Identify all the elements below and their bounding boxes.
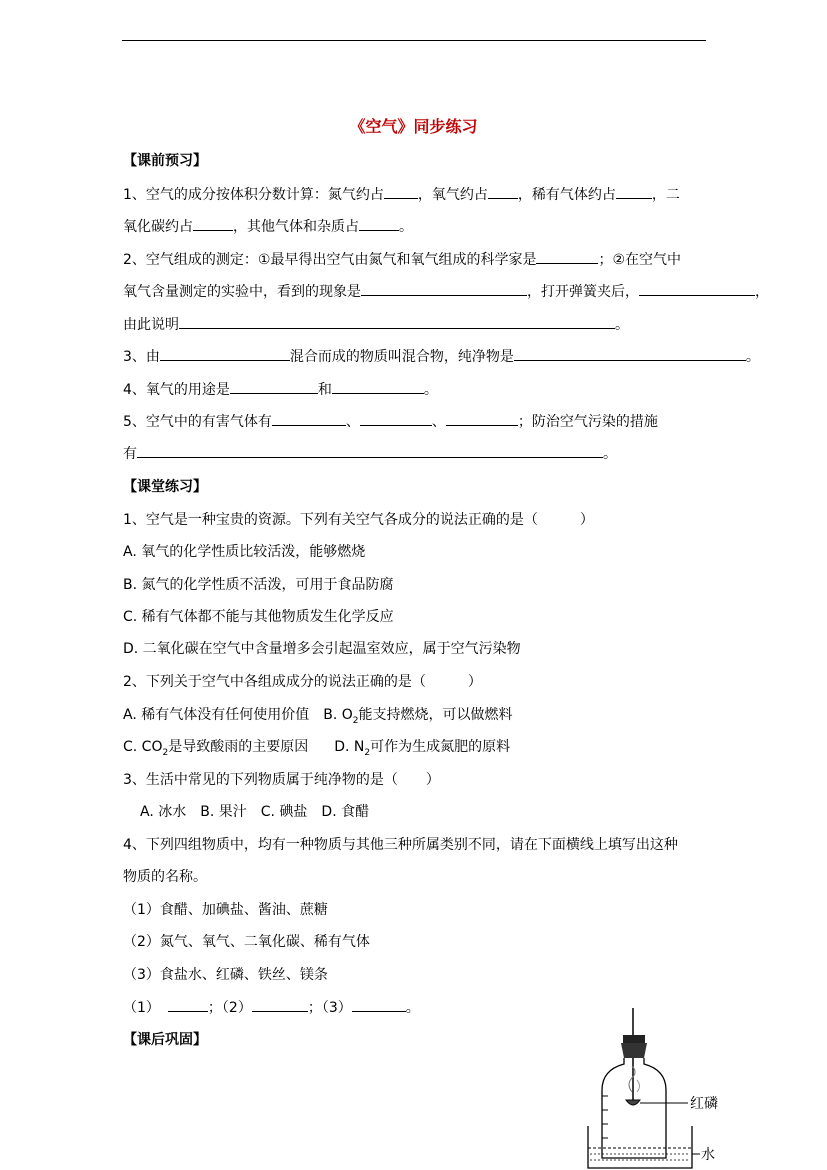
blank[interactable] <box>616 185 652 199</box>
classroom-q3-options: A. 冰水 B. 果汁 C. 碘盐 D. 食醋 <box>140 804 370 820</box>
text: 。 <box>603 446 617 462</box>
option-d: D. N <box>334 739 365 755</box>
text: 。 <box>423 382 438 398</box>
classroom-q4-group2: （2）氮气、氧气、二氧化碳、稀有气体 <box>123 934 370 950</box>
text: ；（3） <box>307 1000 352 1016</box>
classroom-q4-group3: （3）食盐水、红磷、铁丝、镁条 <box>123 967 328 983</box>
section-preview-heading: 【课前预习】 <box>123 153 207 169</box>
graduation-marks <box>602 1096 608 1138</box>
blank[interactable] <box>332 380 424 394</box>
smoke-wisp <box>629 1066 635 1092</box>
text: 。 <box>615 317 629 333</box>
stopper-top <box>623 1035 645 1043</box>
classroom-q2: 2、下列关于空气中各组成成分的说法正确的是（ ） <box>123 674 482 690</box>
blank[interactable] <box>359 217 399 231</box>
preview-q4-line <box>123 379 438 399</box>
text: ，氧气约占 <box>417 187 488 203</box>
preview-q5-line1 <box>123 411 658 431</box>
classroom-q2-options-ab <box>123 704 513 726</box>
text: 、 <box>345 414 360 430</box>
classroom-q1: 1、空气是一种宝贵的资源。下列有关空气各成分的说法正确的是（ ） <box>123 512 594 528</box>
combustion-spoon <box>626 1100 640 1105</box>
blank[interactable] <box>252 998 308 1012</box>
option-a: A. 稀有气体没有任何使用价值 <box>123 707 310 723</box>
blank[interactable] <box>272 412 346 426</box>
classroom-q1-option-b: B. 氮气的化学性质不活泼，可用于食品防腐 <box>123 577 394 593</box>
classroom-q4-answers <box>123 997 420 1017</box>
classroom-q4-group1: （1）食醋、加碘盐、酱油、蔗糖 <box>123 902 328 918</box>
section-after-heading: 【课后巩固】 <box>123 1032 207 1048</box>
preview-q3-line <box>123 346 760 366</box>
bottle <box>602 1058 666 1158</box>
text: ；②在空气中 <box>598 252 682 268</box>
text: 。 <box>399 219 413 235</box>
option-c: C. CO <box>123 739 163 755</box>
red-phosphorus-apparatus-figure <box>580 1008 727 1170</box>
classroom-q4-line1: 4、下列四组物质中，均有一种物质与其他三种所属类别不同，请在下面横线上填写出这种 <box>123 837 678 853</box>
blank[interactable] <box>384 185 418 199</box>
label-red-phosphorus: 红磷 <box>690 1096 718 1112</box>
preview-q2-line1 <box>123 249 681 269</box>
text: ，稀有气体约占 <box>517 187 616 203</box>
text: ；防治空气污染的措施 <box>517 414 658 430</box>
text: 3、由 <box>123 349 160 365</box>
text: ， <box>755 284 769 300</box>
label-water: 水 <box>701 1147 715 1163</box>
blank[interactable] <box>193 217 233 231</box>
stopper <box>621 1043 647 1058</box>
text: 5、空气中的有害气体有 <box>123 414 272 430</box>
blank[interactable] <box>168 998 208 1012</box>
classroom-q1-option-d: D. 二氧化碳在空气中含量增多会引起温室效应，属于空气污染物 <box>123 641 521 657</box>
subscript: 2 <box>162 747 169 758</box>
blank[interactable] <box>179 315 615 329</box>
text: 混合而成的物质叫混合物，纯净物是 <box>289 349 514 365</box>
option-d-rest: 可作为生成氮肥的原料 <box>370 739 511 755</box>
subscript: 2 <box>352 715 359 726</box>
section-classroom-heading: 【课堂练习】 <box>123 479 207 495</box>
text: 氧化碳约占 <box>123 219 193 235</box>
classroom-q2-options-cd <box>123 736 510 758</box>
blank[interactable] <box>488 185 518 199</box>
preview-q2-line3 <box>123 314 629 334</box>
preview-q5-line2 <box>123 443 617 463</box>
text: 4、氧气的用途是 <box>123 382 230 398</box>
classroom-q3: 3、生活中常见的下列物质属于纯净物的是（ ） <box>123 772 440 788</box>
water-hatching <box>590 1154 690 1160</box>
blank[interactable] <box>230 380 318 394</box>
blank[interactable] <box>160 347 290 361</box>
text: 氧气含量测定的实验中，看到的现象是 <box>123 284 361 300</box>
preview-q1-line1 <box>123 184 680 204</box>
smoke-wisp <box>637 1080 640 1092</box>
classroom-q1-option-c: C. 稀有气体都不能与其他物质发生化学反应 <box>123 609 394 625</box>
text: 。 <box>745 349 760 365</box>
text: 、 <box>431 414 446 430</box>
text: （1） <box>123 1000 160 1016</box>
blank[interactable] <box>536 250 598 264</box>
blank[interactable] <box>446 412 518 426</box>
text: 1、空气的成分按体积分数计算：氮气约占 <box>123 187 384 203</box>
option-b: B. O <box>323 707 353 723</box>
blank[interactable] <box>514 347 746 361</box>
blank[interactable] <box>639 282 755 296</box>
water-trough <box>588 1126 692 1168</box>
classroom-q1-option-a: A. 氧气的化学性质比较活泼，能够燃烧 <box>123 544 366 560</box>
text: ，打开弹簧夹后， <box>527 284 639 300</box>
option-c-rest: 是导致酸雨的主要原因 <box>168 739 309 755</box>
option-b-rest: 能支持燃烧，可以做燃料 <box>358 707 513 723</box>
subscript: 2 <box>364 747 371 758</box>
preview-q1-line2 <box>123 216 413 236</box>
text: 2、空气组成的测定：①最早得出空气由氮气和氧气组成的科学家是 <box>123 252 537 268</box>
text: ，其他气体和杂质占 <box>233 219 359 235</box>
text: 有 <box>123 446 137 462</box>
classroom-q4-line2: 物质的名称。 <box>123 869 207 885</box>
blank[interactable] <box>361 282 527 296</box>
blank[interactable] <box>360 412 432 426</box>
header-rule <box>122 40 706 41</box>
text: 。 <box>405 1000 420 1016</box>
text: 由此说明 <box>123 317 179 333</box>
text: ；（2） <box>207 1000 252 1016</box>
page-title: 《空气》同步练习 <box>349 117 478 136</box>
blank[interactable] <box>352 998 406 1012</box>
text: ，二 <box>651 187 680 203</box>
preview-q2-line2 <box>123 281 769 301</box>
text: 和 <box>317 382 332 398</box>
blank[interactable] <box>137 444 603 458</box>
